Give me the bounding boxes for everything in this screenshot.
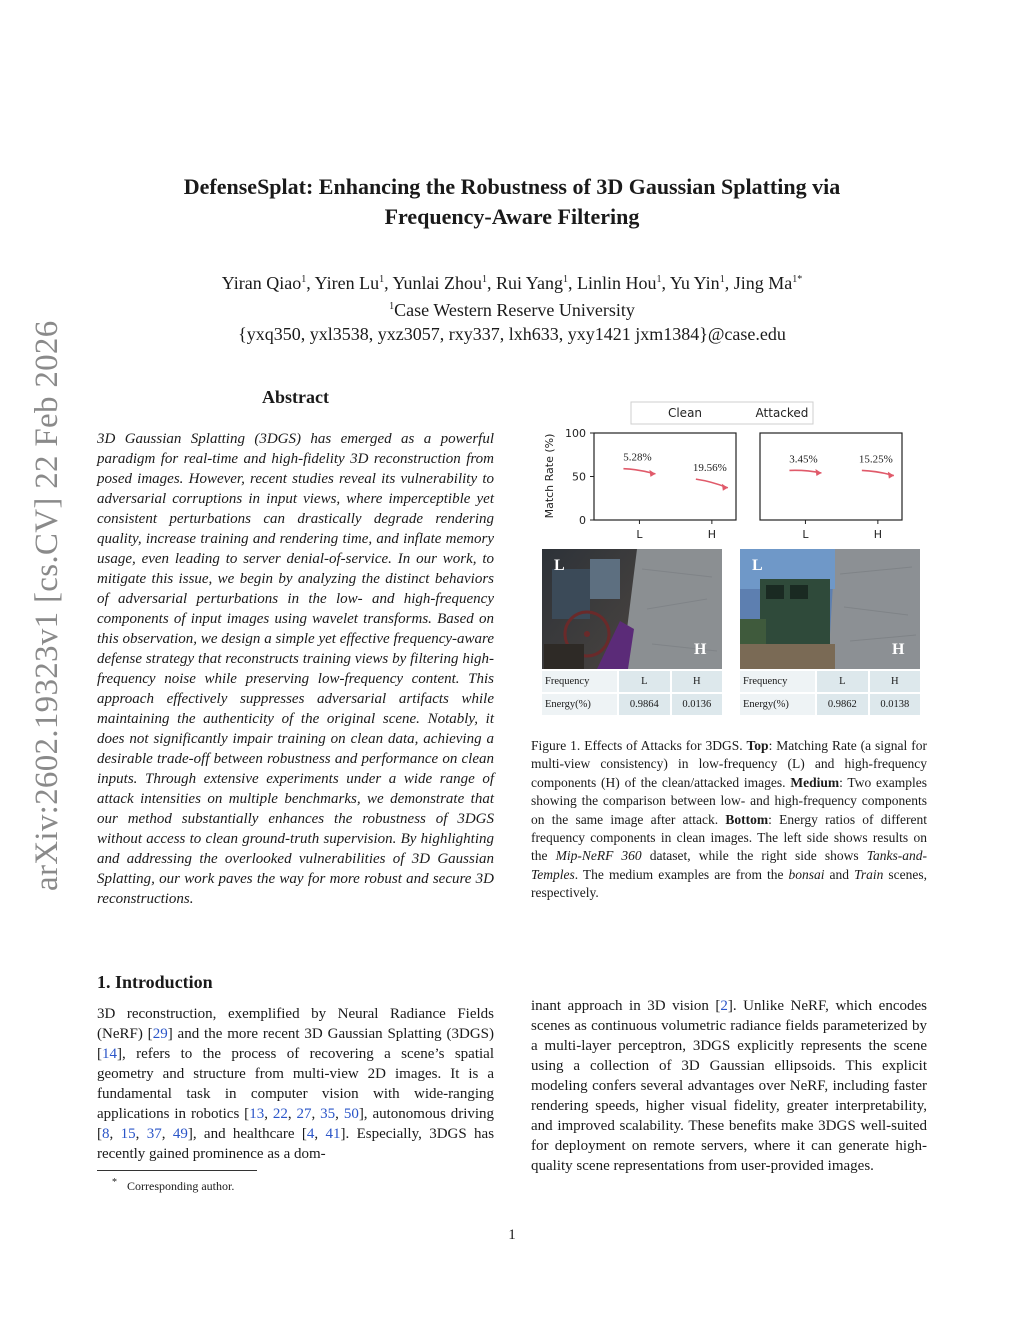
table-cell: L	[619, 671, 669, 692]
y-tick-label: 100	[565, 427, 586, 440]
annotation-label: 5.28%	[623, 451, 652, 464]
citation-link[interactable]: 8	[102, 1126, 110, 1142]
low-frequency-label: L	[752, 557, 763, 574]
legend-label: Clean	[667, 406, 703, 420]
abstract-heading: Abstract	[262, 387, 329, 407]
footnote-rule	[97, 1170, 257, 1171]
legend-label: Attacked	[755, 406, 809, 420]
citation-link[interactable]: 13	[249, 1106, 265, 1122]
author-emails: {yxq350, yxl3538, yxz3057, rxy337, lxh633, yxy1421 jxm1384}@case.edu	[238, 324, 786, 344]
table-row	[740, 671, 920, 692]
x-tick-label: L	[802, 528, 809, 541]
citation-link[interactable]: 14	[102, 1046, 117, 1062]
author-list: Yiran Qiao$^1$, Yiren Lu$^1$, Yunlai Zhou$^1$, Rui Yang$^1$, Linlin Hou$^1$, Yu Yin$^1$, Jing $Ma^{1*}$	[221, 273, 803, 293]
arrow-head	[649, 470, 655, 477]
author-name: Linlin Hou$^1$	[577, 273, 662, 293]
citation-link[interactable]: 4	[306, 1126, 315, 1142]
intro-paragraph-left: 3D reconstruction, exemplified by Neural Radiance Fields (NeRF) [29] and the more recent 3D Gaussian Splatting (3DGS) [14], refers to the process of recovering a scene’s spatial geometry and structure from multi-view 2D images. It is a fundamental task in computer vision with wide-ranging applications in robotics [13, 22, 27, 35, 50], autonomous driving [8, 15, 37, 49], and healthcare [4, 41]. Especially, 3DGS has recently gained prominence as a dom-	[97, 1006, 495, 1162]
energy-table-tanks	[738, 669, 922, 717]
arrow-head	[722, 484, 728, 491]
citation-link[interactable]: 29	[152, 1026, 168, 1042]
arxiv-identifier: arXiv:2602.19323v1 [cs.CV] 22 Feb 2026	[29, 320, 65, 891]
citation-link[interactable]: 49	[172, 1126, 188, 1142]
y-axis-label: Match Rate (%)	[543, 433, 556, 519]
chart-panel	[594, 433, 736, 520]
x-tick-label: H	[873, 528, 883, 541]
footnote: * Corresponding author.	[112, 1177, 235, 1193]
bonsai-lh-image	[542, 549, 722, 669]
page-number: 1	[508, 1227, 516, 1243]
table-row	[542, 694, 722, 715]
table-cell: L	[817, 671, 867, 692]
annotation-label: 3.45%	[789, 453, 818, 466]
x-tick-label: L	[636, 528, 643, 541]
annotation-label: 19.56%	[692, 462, 727, 475]
author-name: Yiren Lu$^1$	[314, 273, 385, 293]
author-block	[90, 268, 934, 346]
low-frequency-label: L	[554, 557, 565, 574]
x-tick-label: H	[707, 528, 717, 541]
section-heading: 1. Introduction	[97, 972, 213, 992]
y-tick-label: 50	[572, 470, 586, 484]
author-name: Yiran Qiao$^1$	[221, 273, 307, 293]
author-name: Rui Yang$^1$	[495, 273, 568, 293]
chart-panel	[760, 433, 902, 520]
high-frequency-label: H	[694, 641, 707, 658]
author-name: Yu Yin$^1$	[669, 273, 725, 293]
table-cell: H	[870, 671, 920, 692]
title-line-1: DefenseSplat: Enhancing the Robustness of 3D Gaussian Splatting via	[183, 174, 841, 199]
citation-link[interactable]: 41	[325, 1126, 341, 1142]
train-lh-image	[740, 549, 920, 669]
table-cell: Frequency	[740, 671, 815, 692]
citation-link[interactable]: 22	[272, 1106, 288, 1122]
author-name: Yunlai Zhou$^1$	[392, 273, 487, 293]
paper-title	[90, 172, 934, 232]
energy-table-mipnerf	[540, 669, 724, 717]
table-cell: Frequency	[542, 671, 617, 692]
match-rate-chart	[530, 398, 930, 548]
affiliation: $^1$Case Western Reserve University	[389, 300, 635, 320]
figure-caption: Figure 1. Effects of Attacks for 3DGS. Top: Matching Rate (a signal for multi-view consistency) in low-frequency (L) and high-frequency components (H) of the clean/attacked images. Medium: Two examples showing the comparison between low- and high-frequency components on the same image after attack. Bottom: Energy ratios of different frequency components in clean images. The left side shows results on the Mip-NeRF 360 dataset, while the right side shows Tanks-and-Temples. The medium examples are from the bonsai and Train scenes, respectively.	[531, 738, 928, 901]
table-row	[740, 694, 920, 715]
table-cell: 0.0136	[672, 694, 722, 715]
high-frequency-label: H	[892, 641, 905, 658]
intro-paragraph-right: inant approach in 3D vision [2]. Unlike NeRF, which encodes scenes as continuous volumetric radiance fields parameterized by a multi-layer perceptron, 3DGS explicitly represents the scene using a collection of 3D Gaussian ellipsoids. This explicit modeling confers several advantages over NeRF, including faster rendering speeds, higher visual fidelity, greater interpretability, and improved scalability. These benefits make 3DGS well-suited for deployment on remote servers, where it can generate high-quality scene representations from user-provided images.	[531, 998, 927, 1174]
citation-link[interactable]: 2	[720, 998, 728, 1014]
table-cell: H	[672, 671, 722, 692]
table-cell: 0.9862	[817, 694, 867, 715]
y-tick-label: 0	[579, 514, 586, 527]
arrow-head	[888, 472, 894, 479]
table-cell: 0.0138	[870, 694, 920, 715]
abstract-text: 3D Gaussian Splatting (3DGS) has emerged as a powerful paradigm for real-time and high-fidelity 3D reconstruction from posed images. However, recent studies reveal its vulnerability to adversarial corruptions in input views, where imperceptible yet consistent perturbations can drastically degrade rendering quality, increase training and rendering time, and inflate memory usage, even leading to server denial-of-service. In our work, to mitigate this issue, we begin by analyzing the distinct behaviors of adversarial perturbations in the low- and high-frequency components of input images using wavelet transforms. Based on this observation, we design a simple yet effective frequency-aware defense strategy that reconstructs training views by filtering high-frequency noise while preserving low-frequency content. This approach effectively suppresses adversarial artifacts while maintaining the authenticity of the original scene. Notably, it does not significantly impair training on clean data, achieving a desirable trade-off between robustness and performance on clean inputs. Through extensive experiments under a wide range of attack intensities on multiple benchmarks, we demonstrate that our method substantially enhances the robustness of 3DGS without access to clean ground-truth supervision. By highlighting and addressing the overlooked vulnerabilities of 3D Gaussian Splatting, our work paves the way for more robust and secure 3D reconstructions.	[97, 431, 494, 907]
author-name: Jing $Ma^{1*}$	[733, 273, 803, 293]
table-cell: Energy(%)	[542, 694, 617, 715]
arrow-head	[815, 469, 821, 476]
citation-link[interactable]: 35	[320, 1106, 336, 1122]
citation-link[interactable]: 37	[146, 1126, 162, 1142]
title-line-2: Frequency-Aware Filtering	[384, 204, 640, 229]
table-cell: Energy(%)	[740, 694, 815, 715]
citation-link[interactable]: 50	[343, 1106, 359, 1122]
citation-link[interactable]: 15	[120, 1126, 136, 1142]
table-row	[542, 671, 722, 692]
citation-link[interactable]: 27	[296, 1106, 312, 1122]
annotation-label: 15.25%	[858, 453, 893, 466]
table-cell: 0.9864	[619, 694, 669, 715]
